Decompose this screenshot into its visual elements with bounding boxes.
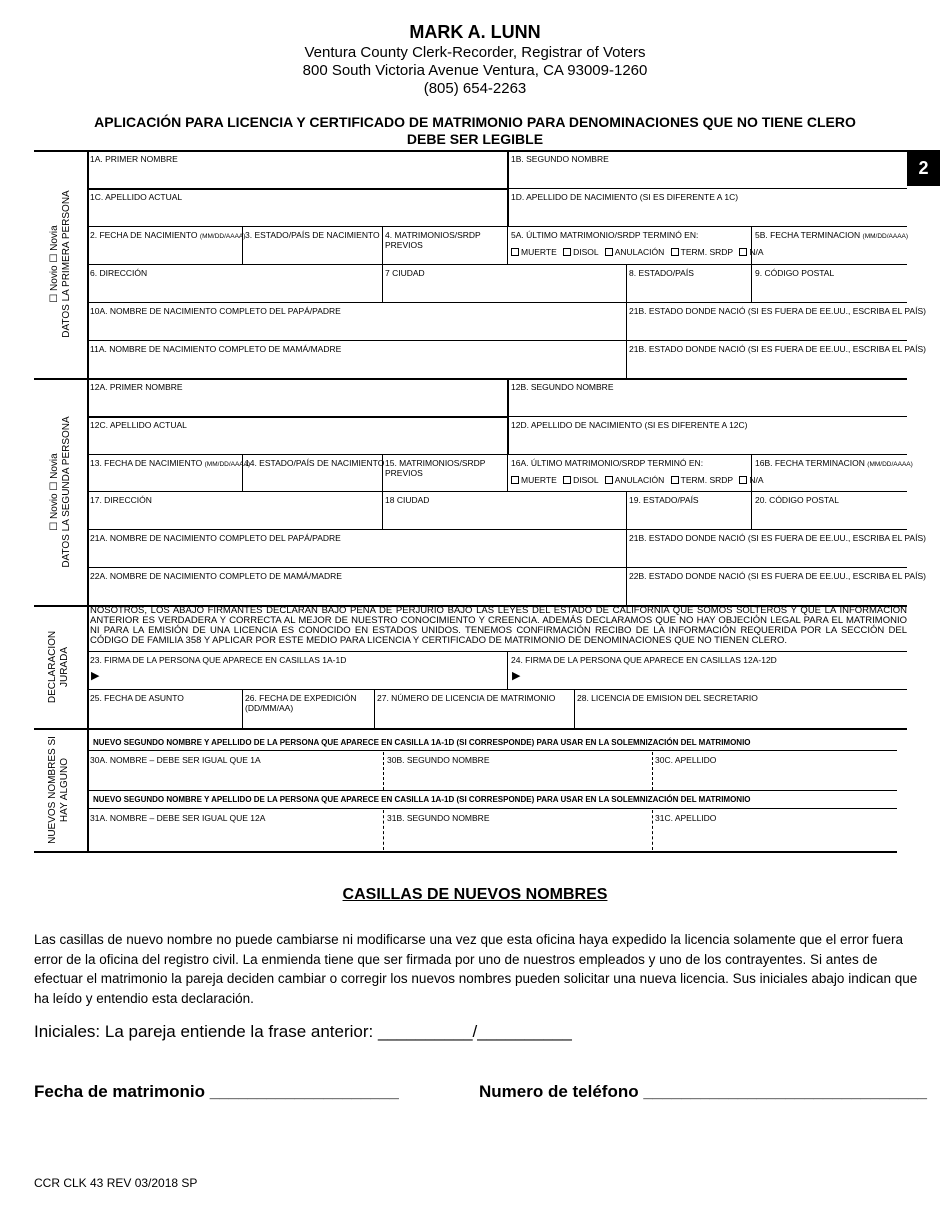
field-24-signature-person2[interactable]: 24. FIRMA DE LA PERSONA QUE APARECE EN CASILLAS 12A-12D <box>511 655 777 665</box>
divider <box>507 188 907 189</box>
divider <box>87 689 907 690</box>
divider <box>87 567 907 568</box>
divider <box>87 808 897 809</box>
initials-field[interactable]: Iniciales: La pareja entiende la frase anterior: __________/__________ <box>34 1022 572 1041</box>
new-names-header-2: NUEVO SEGUNDO NOMBRE Y APELLIDO DE LA PERSONA QUE APARECE EN CASILLA 1A-1D (SI CORRESPONDE) PARA USAR EN LA SOLEMNIZACIÓN DEL MATRIMONIO <box>93 795 751 804</box>
field-8-state[interactable]: 8. ESTADO/PAÍS <box>629 268 694 278</box>
field-1a-first-name[interactable]: 1A. PRIMER NOMBRE <box>90 154 178 164</box>
field-9-zip[interactable]: 9. CÓDIGO POSTAL <box>755 268 835 278</box>
casillas-text: Las casillas de nuevo nombre no puede cambiarse ni modificarse una vez que esta oficina haya expedido la licencia solamente que el error fuera error de la oficina del registro civil. La enmienda tiene que ser firmada por uno de nuestros empleados y uno de los contrayentes. Si antes de efectuar el matrimonio la pareja deciden cambiar o corregir los nuevos nombres pueden solicitar una nueva licencia. Sus iniciales abajo indican que ha leído y entendio esta declaración. <box>34 932 918 1006</box>
divider <box>652 810 653 850</box>
form-left-divider <box>87 150 89 852</box>
field-27-license-number[interactable]: 27. NÚMERO DE LICENCIA DE MATRIMONIO <box>377 693 556 703</box>
checkbox-anulacion[interactable] <box>605 248 613 256</box>
divider <box>507 454 508 491</box>
field-31c-last-name[interactable]: 31C. APELLIDO <box>655 813 717 823</box>
field-6-address[interactable]: 6. DIRECCIÓN <box>90 268 148 278</box>
divider <box>507 651 508 689</box>
checkbox-na[interactable] <box>739 248 747 256</box>
side-label-declaration: DECLARACION JURADA <box>47 630 70 704</box>
field-18-city[interactable]: 18 CIUDAD <box>385 495 430 505</box>
checkbox-anulacion[interactable] <box>605 476 613 484</box>
field-21a-father-name[interactable]: 21A. NOMBRE DE NACIMIENTO COMPLETO DEL PAPÁ/PADRE <box>90 533 341 543</box>
field-31a-name[interactable]: 31A. NOMBRE – DEBE SER IGUAL QUE 12A <box>90 813 266 823</box>
divider <box>751 226 752 302</box>
field-28-clerk-license[interactable]: 28. LICENCIA DE EMISION DEL SECRETARIO <box>577 693 758 703</box>
field-22b-mother-birth-state[interactable]: 22B. ESTADO DONDE NACIÓ (SI ES FUERA DE EE.UU., ESCRIBA EL PAÍS) <box>629 571 926 581</box>
signature-arrow-icon: ▶ <box>91 670 100 682</box>
divider <box>507 378 509 454</box>
divider <box>87 188 507 190</box>
form-top-border <box>34 150 907 152</box>
divider <box>507 416 907 417</box>
page-number-badge: 2 <box>907 150 940 186</box>
divider <box>652 752 653 790</box>
checkbox-term-srdp[interactable] <box>671 476 679 484</box>
divider <box>87 454 907 455</box>
divider <box>87 416 507 418</box>
form-subtitle: DEBE SER LEGIBLE <box>406 131 544 147</box>
field-12c-current-last-name[interactable]: 12C. APELLIDO ACTUAL <box>90 420 187 430</box>
marriage-date-field[interactable]: Fecha de matrimonio ____________________ <box>34 1082 399 1101</box>
divider <box>626 264 627 378</box>
field-31b-middle-name[interactable]: 31B. SEGUNDO NOMBRE <box>387 813 490 823</box>
divider <box>87 340 907 341</box>
field-14-birth-state[interactable]: 14. ESTADO/PAÍS DE NACIMIENTO <box>245 458 385 468</box>
field-10a-father-name[interactable]: 10A. NOMBRE DE NACIMIENTO COMPLETO DEL PAPÁ/PADRE <box>90 306 341 316</box>
divider <box>87 491 907 492</box>
office-title: Ventura County Clerk-Recorder, Registrar of Voters <box>304 44 646 61</box>
form-bottom-border <box>34 851 897 853</box>
section-divider <box>34 378 907 380</box>
field-30c-last-name[interactable]: 30C. APELLIDO <box>655 755 717 765</box>
field-12a-first-name[interactable]: 12A. PRIMER NOMBRE <box>90 382 183 392</box>
field-25-issue-date[interactable]: 25. FECHA DE ASUNTO <box>90 693 184 703</box>
divider <box>87 302 907 303</box>
field-21b-father-birth-state[interactable]: 21B. ESTADO DONDE NACIÓ (SI ES FUERA DE EE.UU., ESCRIBA EL PAÍS) <box>629 533 926 543</box>
divider <box>383 752 384 790</box>
side-label-person1: ☐ Novio ☐ Novia DATOS LA PRIMERA PERSONA <box>49 190 72 338</box>
new-names-header-1: NUEVO SEGUNDO NOMBRE Y APELLIDO DE LA PERSONA QUE APARECE EN CASILLA 1A-1D (SI CORRESPONDE) PARA USAR EN LA SOLEMNIZACIÓN DEL MATRIMONIO <box>93 738 751 747</box>
divider <box>87 529 907 530</box>
field-4-prior-marriages[interactable]: 4. MATRIMONIOS/SRDP PREVIOS <box>385 230 481 250</box>
checkbox-muerte[interactable] <box>511 476 519 484</box>
field-17-address[interactable]: 17. DIRECCIÓN <box>90 495 152 505</box>
divider <box>751 454 752 529</box>
casillas-title: CASILLAS DE NUEVOS NOMBRES <box>342 886 608 903</box>
field-10b-father-birth-state[interactable]: 21B. ESTADO DONDE NACIÓ (SI ES FUERA DE EE.UU., ESCRIBA EL PAÍS) <box>629 306 926 316</box>
divider <box>383 810 384 850</box>
section-divider <box>34 728 907 730</box>
field-12b-middle-name[interactable]: 12B. SEGUNDO NOMBRE <box>511 382 614 392</box>
checkbox-group-5a: MUERTE DISOL ANULACIÓN TERM. SRDP N/A <box>511 247 764 257</box>
checkbox-na[interactable] <box>739 476 747 484</box>
divider <box>87 264 907 265</box>
divider <box>626 491 627 605</box>
field-22a-mother-name[interactable]: 22A. NOMBRE DE NACIMIENTO COMPLETO DE MAMÁ/MADRE <box>90 571 342 581</box>
field-16b-termination-date[interactable]: 16B. FECHA TERMINACION (MM/DD/AAAA) <box>755 458 913 468</box>
field-11b-mother-birth-state[interactable]: 21B. ESTADO DONDE NACIÓ (SI ES FUERA DE EE.UU., ESCRIBA EL PAÍS) <box>629 344 926 354</box>
field-23-signature-person1[interactable]: 23. FIRMA DE LA PERSONA QUE APARECE EN CASILLAS 1A-1D <box>90 655 347 665</box>
checkbox-disol[interactable] <box>563 248 571 256</box>
divider <box>507 226 508 264</box>
divider <box>382 226 383 302</box>
field-1c-current-last-name[interactable]: 1C. APELLIDO ACTUAL <box>90 192 183 202</box>
field-20-zip[interactable]: 20. CÓDIGO POSTAL <box>755 495 839 505</box>
side-label-person2: ☐ Novio ☐ Novia DATOS LA SEGUNDA PERSONA <box>49 416 72 568</box>
field-19-state[interactable]: 19. ESTADO/PAÍS <box>629 495 699 505</box>
field-5b-termination-date[interactable]: 5B. FECHA TERMINACION (MM/DD/AAAA) <box>755 230 909 240</box>
signature-arrow-icon: ▶ <box>512 670 521 682</box>
divider <box>574 689 575 728</box>
form-title: APLICACIÓN PARA LICENCIA Y CERTIFICADO DE MATRIMONIO PARA DENOMINACIONES QUE NO TIENE CLERO <box>94 114 856 130</box>
checkbox-muerte[interactable] <box>511 248 519 256</box>
field-30b-middle-name[interactable]: 30B. SEGUNDO NOMBRE <box>387 755 490 765</box>
field-2-birth-date[interactable]: 2. FECHA DE NACIMIENTO (MM/DD/AAAA) <box>90 230 246 240</box>
field-16a-last-marriage-ended: 16A. ÚLTIMO MATRIMONIO/SRDP TERMINÓ EN: <box>511 458 704 468</box>
checkbox-disol[interactable] <box>563 476 571 484</box>
field-5a-last-marriage-ended: 5A. ÚLTIMO MATRIMONIO/SRDP TERMINÓ EN: <box>511 230 699 240</box>
field-30a-name[interactable]: 30A. NOMBRE – DEBE SER IGUAL QUE 1A <box>90 755 261 765</box>
clerk-name: MARK A. LUNN <box>409 22 541 42</box>
field-26-expedition-date[interactable]: 26. FECHA DE EXPEDICIÓN (DD/MM/AA) <box>245 693 357 713</box>
checkbox-term-srdp[interactable] <box>671 248 679 256</box>
field-13-birth-date[interactable]: 13. FECHA DE NACIMIENTO (MM/DD/AAAA) <box>90 458 251 468</box>
side-label-new-names: NUEVOS NOMBRES SI HAY ALGUNO <box>47 736 70 844</box>
field-7-city[interactable]: 7 CIUDAD <box>385 268 425 278</box>
field-11a-mother-name[interactable]: 11A. NOMBRE DE NACIMIENTO COMPLETO DE MAMÁ/MADRE <box>90 344 342 354</box>
divider <box>87 750 897 751</box>
form-footer-code: CCR CLK 43 REV 03/2018 SP <box>34 1176 198 1190</box>
divider <box>374 689 375 728</box>
checkbox-group-16a: MUERTE DISOL ANULACIÓN TERM. SRDP N/A <box>511 475 764 485</box>
declaration-text: NOSOTROS, LOS ABAJO FIRMANTES DECLARAN BAJO PENA DE PERJURIO BAJO LAS LEYES DEL ESTADO DE CALIFORNIA QUE SOMOS SOLTEROS Y QUE LA INFORMACION ANTERIOR ES VERDADERA Y CORRECTA AL MEJOR DE NUESTRO CONOCIMIENTO Y CREENCIA. ADEMÁS DECLARAMOS QUE NO HAY OBJECIÓN LEGAL PARA EL MATRIMONIO NI PARA LA EMISIÓN DE UNA LICENCIA ES CONOCIDO EN ESTADOS UNIDOS. TENEMOS CONFIRMACIÓN RECIBO DE LA INFORMACIÓN REQUERIDA POR LA SECCIÓN DEL CÓDIGO DE FAMILIA 358 Y APLICAR POR ESTE MEDIO PARA LICENCIA Y CERTIFICADO DE MATRIMONIO DE DENOMINACIONES QUE NO TIENEN CLERO. <box>90 605 907 646</box>
field-1d-birth-last-name[interactable]: 1D. APELLIDO DE NACIMIENTO (SI ES DIFERENTE A 1C) <box>511 192 739 202</box>
field-12d-birth-last-name[interactable]: 12D. APELLIDO DE NACIMIENTO (SI ES DIFERENTE A 12C) <box>511 420 748 430</box>
divider <box>87 651 907 652</box>
divider <box>87 226 907 227</box>
phone-number-field[interactable]: Numero de teléfono ______________________________ <box>479 1082 927 1101</box>
divider <box>242 689 243 728</box>
office-address: 800 South Victoria Avenue Ventura, CA 93009-1260 <box>302 62 648 79</box>
field-1b-middle-name[interactable]: 1B. SEGUNDO NOMBRE <box>511 154 609 164</box>
field-15-prior-marriages[interactable]: 15. MATRIMONIOS/SRDP PREVIOS <box>385 458 486 478</box>
field-3-birth-state[interactable]: 3. ESTADO/PAÍS DE NACIMIENTO <box>245 230 380 240</box>
office-phone: (805) 654-2263 <box>423 80 527 97</box>
divider <box>507 150 509 226</box>
divider <box>87 790 897 791</box>
